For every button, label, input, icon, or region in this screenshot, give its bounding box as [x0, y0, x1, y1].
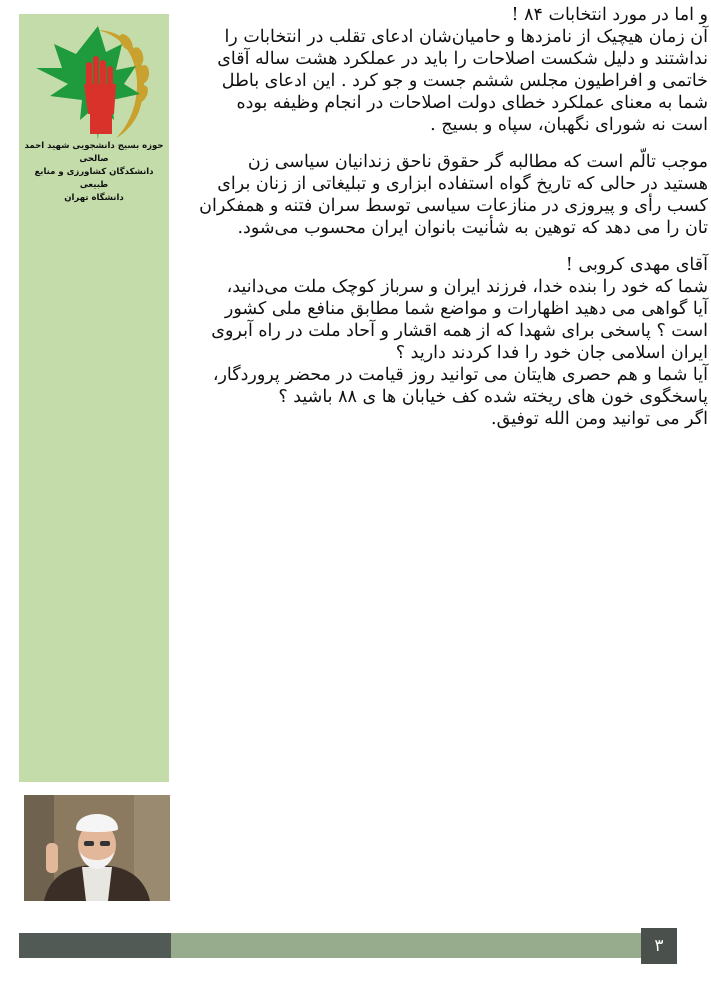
org-line: حوزه بسیج دانشجویی شهید احمد صالحی: [24, 141, 164, 164]
text-line: است ؟ پاسخی برای شهدا که از همه اقشار و آحاد ملت در راه آبروی: [211, 321, 708, 341]
text-line: نداشتند و دلیل شکست اصلاحات را باید در عملکرد هشت ساله آقای: [217, 49, 708, 69]
text-line: آیا گواهی می دهید اظهارات و مواضع شما مطابق منافع ملی کشور: [224, 299, 708, 319]
text-line: و اما در مورد انتخابات ۸۴ !: [511, 5, 708, 25]
hand-icon: [84, 56, 116, 134]
portrait-photo: [24, 795, 170, 901]
text-line: موجب تالّم است که مطالبه گر حقوق ناحق زندانیان سیاسی زن: [247, 152, 708, 172]
text-line: تان را می دهد که توهین به شأنیت بانوان ایران محسوب می‌شود.: [237, 218, 708, 238]
text-line: آن زمان هیچیک از نامزدها و حامیان‌شان ادعای تقلب در انتخابات را: [224, 27, 708, 47]
page-number: ۳: [641, 928, 677, 964]
text-line: کسب رأی و پیروزی در منازعات سیاسی توسط سران فتنه و همفکران: [199, 196, 708, 216]
footer-bar-green: [171, 933, 641, 958]
text-line: شما که خود را بنده خدا، فرزند ایران و سرباز کوچک ملت می‌دانید،: [226, 277, 708, 297]
text-line: آیا شما و هم حصری هایتان می توانید روز قیامت در محضر پروردگار،: [212, 365, 708, 385]
text-line: هستید در حالی که تاریخ گواه استفاده ابزاری و تبلیغاتی از زنان برای: [217, 174, 708, 194]
paragraph: [174, 254, 708, 430]
footer-bar-dark: [19, 933, 171, 958]
text-line: پاسخگوی خون های ریخته شده کف خیابان ها ی ۸۸ باشید ؟: [278, 387, 708, 407]
org-line: دانشکدگان کشاورزی و منابع طبیعی: [34, 167, 154, 190]
text-line: شما به معنای عملکرد خطای دولت اصلاحات در انجام وظیفه بوده: [236, 93, 708, 113]
text-line: آقای مهدی کروبی !: [565, 255, 708, 275]
text-line: ایران اسلامی جان خود را فدا کردند دارید ؟: [395, 343, 708, 363]
org-line: دانشگاه تهران: [64, 193, 124, 203]
text-line: خاتمی و افراطیون مجلس ششم جست و جو کرد . این ادعای باطل: [221, 71, 708, 91]
organization-logo: [28, 22, 156, 146]
text-line: اگر می توانید ومن الله توفیق.: [491, 409, 708, 429]
article-body: [174, 4, 708, 430]
text-line: است نه شورای نگهبان، سپاه و بسیج .: [430, 115, 708, 135]
paragraph: [174, 4, 708, 136]
organization-name: [19, 140, 169, 205]
paragraph: [174, 151, 708, 239]
